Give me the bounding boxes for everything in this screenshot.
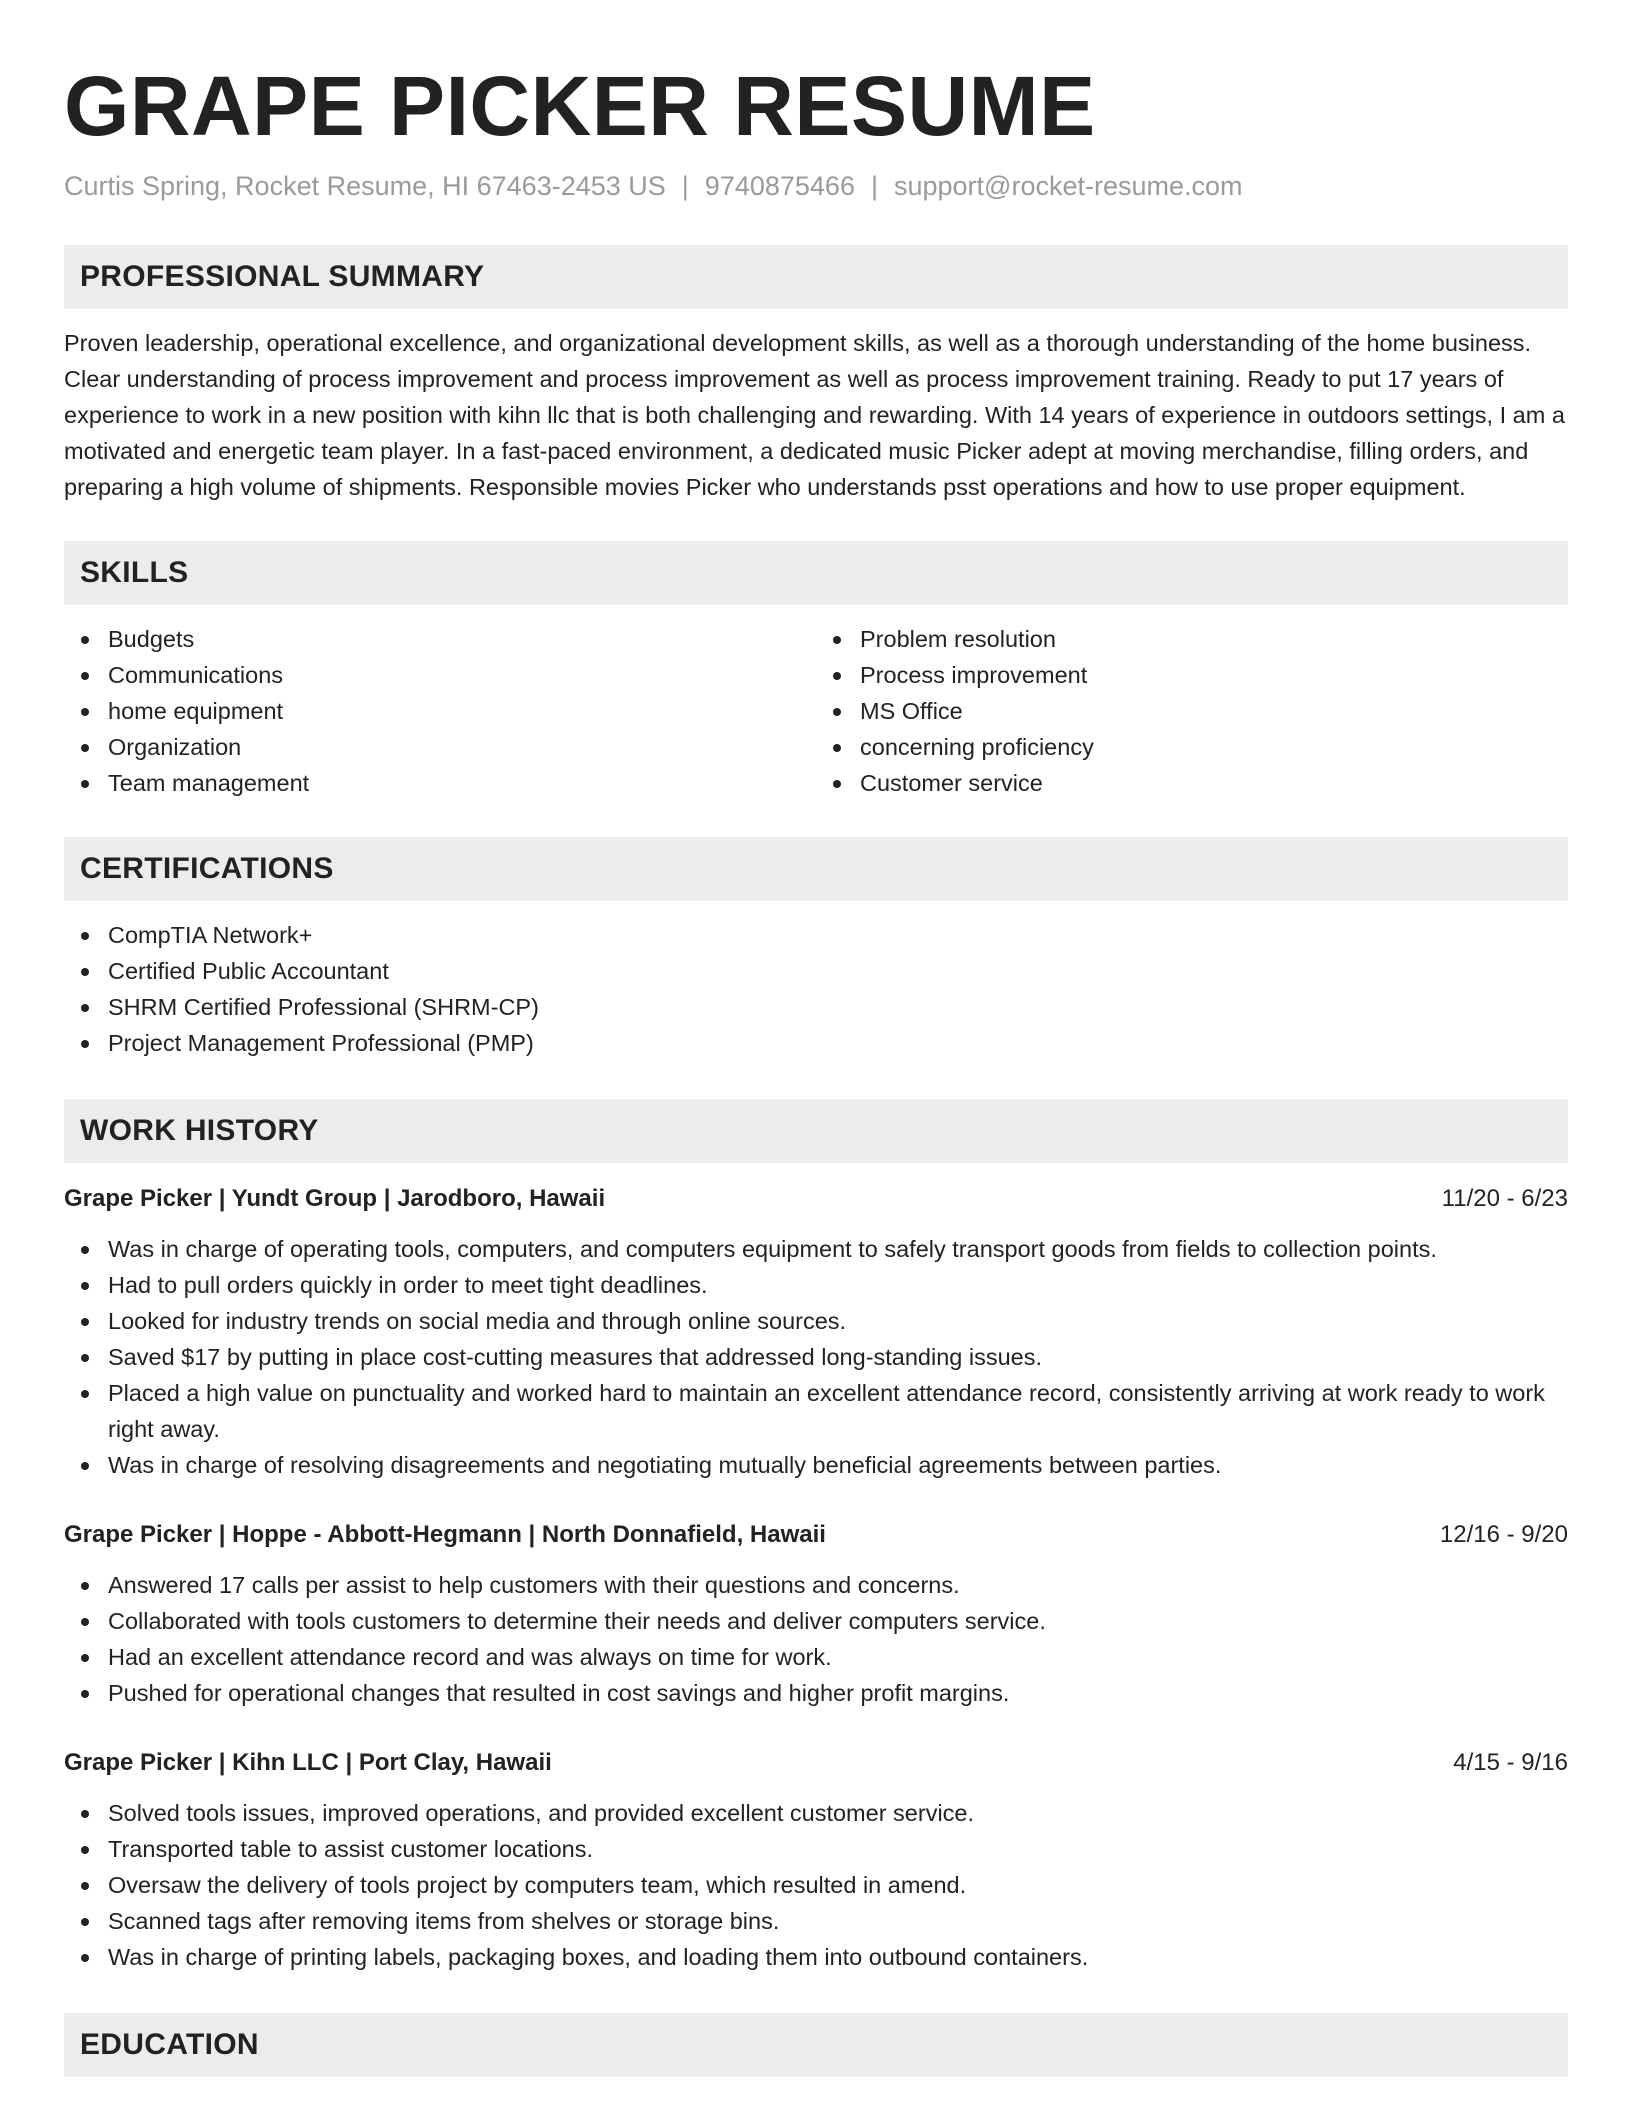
certification-item: Certified Public Accountant [64, 953, 1568, 989]
contact-separator: | [681, 171, 689, 201]
job-entry [64, 1517, 1568, 1711]
job-bullet: Pushed for operational changes that resulted in cost savings and higher profit margins. [64, 1675, 1568, 1711]
job-header [64, 1181, 1568, 1217]
skill-item: Problem resolution [816, 621, 1568, 657]
job-bullets [64, 1567, 1568, 1711]
certification-item: Project Management Professional (PMP) [64, 1025, 1568, 1061]
skill-item: Budgets [64, 621, 816, 657]
resume-title: GRAPE PICKER RESUME [64, 59, 1096, 153]
job-title: Grape Picker | Yundt Group | Jarodboro, Hawaii [64, 1185, 606, 1212]
job-bullet: Looked for industry trends on social media and through online sources. [64, 1303, 1568, 1339]
job-bullet: Was in charge of operating tools, computers, and computers equipment to safely transport goods from fields to collection points. [64, 1231, 1568, 1267]
section-header-work-history: WORK HISTORY [64, 1099, 1568, 1163]
job-bullet: Transported table to assist customer locations. [64, 1831, 1568, 1867]
skill-item: MS Office [816, 693, 1568, 729]
job-header [64, 1745, 1568, 1781]
job-bullets [64, 1231, 1568, 1483]
skill-item: home equipment [64, 693, 816, 729]
skill-item: concerning proficiency [816, 729, 1568, 765]
job-bullet: Was in charge of printing labels, packaging boxes, and loading them into outbound containers. [64, 1939, 1568, 1975]
contact-phone: 9740875466 [704, 171, 855, 201]
certification-item: CompTIA Network+ [64, 917, 1568, 953]
job-bullet: Saved $17 by putting in place cost-cutting measures that addressed long-standing issues. [64, 1339, 1568, 1375]
job-entry [64, 1745, 1568, 1975]
summary-text: Proven leadership, operational excellence, and organizational development skills, as well as a thorough understanding of the home business. Clear understanding of process improvement and process improvement as well as process improvement training. Ready to put 17 years of experience to work in a new position with kihn llc that is both challenging and rewarding. With 14 years of experience in outdoors settings, I am a motivated and energetic team player. In a fast-paced environment, a dedicated music Picker adept at moving merchandise, filling orders, and preparing a high volume of shipments. Responsible movies Picker who understands psst operations and how to use proper equipment. [64, 330, 1565, 500]
section-header-summary: PROFESSIONAL SUMMARY [64, 245, 1568, 309]
section-header-education: EDUCATION [64, 2013, 1568, 2077]
job-bullet: Scanned tags after removing items from shelves or storage bins. [64, 1903, 1568, 1939]
job-bullet: Placed a high value on punctuality and worked hard to maintain an excellent attendance record, consistently arriving at work ready to work right away. [64, 1375, 1568, 1447]
skill-item: Customer service [816, 765, 1568, 801]
job-bullet: Answered 17 calls per assist to help customers with their questions and concerns. [64, 1567, 1568, 1603]
skill-item: Organization [64, 729, 816, 765]
skills-column-left [64, 621, 816, 801]
job-bullet: Was in charge of resolving disagreements and negotiating mutually beneficial agreements between parties. [64, 1447, 1568, 1483]
skills-grid [64, 621, 1568, 801]
job-entry [64, 1181, 1568, 1483]
job-header [64, 1517, 1568, 1553]
job-bullets [64, 1795, 1568, 1975]
job-bullet: Had an excellent attendance record and was always on time for work. [64, 1639, 1568, 1675]
job-dates: 12/16 - 9/20 [1439, 1521, 1568, 1548]
contact-line [64, 166, 1568, 206]
job-title: Grape Picker | Hoppe - Abbott-Hegmann | North Donnafield, Hawaii [64, 1521, 826, 1548]
skill-item: Communications [64, 657, 816, 693]
contact-separator: | [870, 171, 878, 201]
job-bullet: Had to pull orders quickly in order to meet tight deadlines. [64, 1267, 1568, 1303]
job-dates: 11/20 - 6/23 [1441, 1185, 1568, 1212]
job-bullet: Solved tools issues, improved operations, and provided excellent customer service. [64, 1795, 1568, 1831]
skills-column-right [816, 621, 1568, 801]
section-header-skills: SKILLS [64, 541, 1568, 605]
contact-address: Curtis Spring, Rocket Resume, HI 67463-2453 US [64, 171, 666, 201]
job-bullet: Oversaw the delivery of tools project by computers team, which resulted in amend. [64, 1867, 1568, 1903]
skill-item: Process improvement [816, 657, 1568, 693]
job-bullet: Collaborated with tools customers to determine their needs and deliver computers service. [64, 1603, 1568, 1639]
contact-email[interactable]: support@rocket-resume.com [893, 171, 1243, 201]
certification-item: SHRM Certified Professional (SHRM-CP) [64, 989, 1568, 1025]
skill-item: Team management [64, 765, 816, 801]
job-dates: 4/15 - 9/16 [1453, 1749, 1568, 1776]
certifications-list [64, 917, 1568, 1061]
job-title: Grape Picker | Kihn LLC | Port Clay, Hawaii [64, 1749, 552, 1776]
section-header-certifications: CERTIFICATIONS [64, 837, 1568, 901]
